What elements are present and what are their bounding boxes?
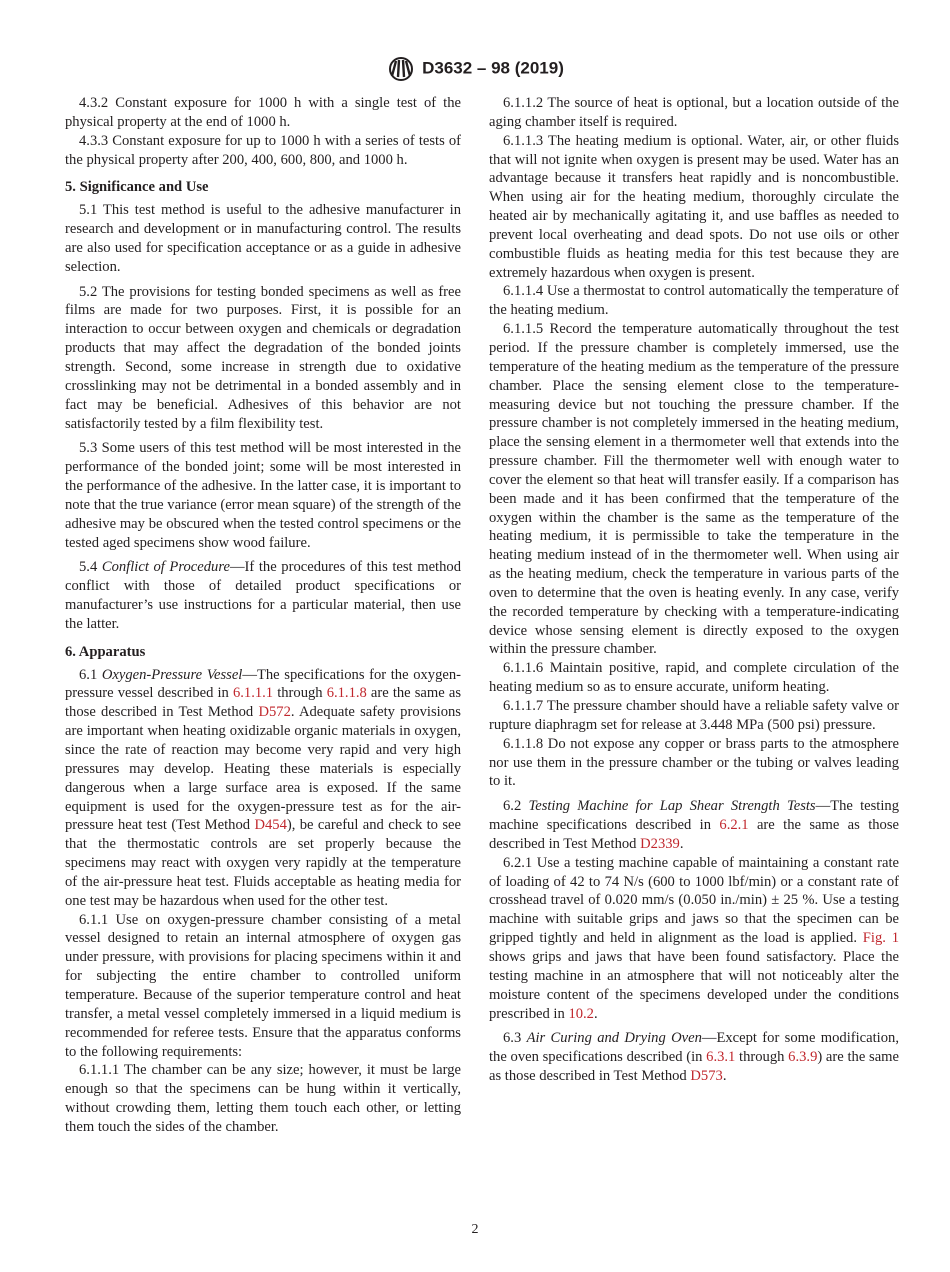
cross-reference-link[interactable]: 6.3.1 bbox=[706, 1049, 736, 1066]
text: 5.4 bbox=[79, 559, 102, 576]
text: 6.2.1 Use a testing machine capable of maintaining a constant rate of loading of 42 to 74 N/s (600 to 1000 lbf/min) or a constant rate of crosshead travel of 0.020 mm/s (0.050 in./min) ± 25 %. Use a testing machine with suitable grips and jaws so that the specimen can be gripped tightly and held in alignment as the load is applied. bbox=[489, 854, 899, 947]
section-heading: 6. Apparatus bbox=[65, 643, 146, 660]
text: . bbox=[679, 835, 684, 852]
text: 6.1.1.1 The chamber can be any size; however, it must be large enough so that the specimens can be hung within it vertically, without crowding them, letting them touch each other, or letting them touch the sides of the chamber. bbox=[65, 1062, 461, 1135]
cross-reference-link[interactable]: D454 bbox=[254, 817, 287, 834]
text: 4.3.2 Constant exposure for 1000 h with a single test of the physical property at the end of 1000 h. bbox=[65, 95, 461, 130]
document-designation: D3632 – 98 (2019) bbox=[422, 58, 564, 78]
paragraph bbox=[489, 797, 899, 854]
page-number: 2 bbox=[471, 1222, 479, 1237]
text: . bbox=[593, 1005, 598, 1022]
text: . bbox=[722, 1068, 727, 1085]
text: 6.1.1 Use on oxygen-pressure chamber consisting of a metal vessel designed to retain an internal atmosphere of oxygen gas under pressure, with provisions for placing specimens within it and for subjecting the entire chamber to controlled uniform temperature. Because of the superior temperature control and heat transfer, a metal vessel completely immersed in a liquid medium is recommended for referee tests. Ensure that the apparatus conforms to the following requirements: bbox=[65, 911, 461, 1060]
page-header bbox=[0, 56, 950, 82]
paragraph bbox=[65, 201, 461, 276]
text: 6.1 bbox=[79, 666, 102, 683]
text: —If the procedures of this test method conflict with those of detailed product specifications or manufacturer’s use instructions for a particular material, then use the latter. bbox=[65, 559, 461, 632]
text: 6.1.1.6 Maintain positive, rapid, and complete circulation of the heating medium so as to ensure accurate, uniform heating. bbox=[489, 660, 899, 696]
paragraph bbox=[65, 439, 461, 552]
text: —The testing machine specifications described in bbox=[489, 798, 900, 834]
left-column bbox=[65, 94, 461, 1137]
text: ) are the same as those described in Test Method bbox=[489, 1049, 899, 1085]
right-column bbox=[489, 94, 899, 1086]
astm-logo-icon bbox=[386, 56, 416, 82]
paragraph bbox=[489, 697, 899, 735]
italic-term: Testing Machine for Lap Shear Strength Tests bbox=[528, 798, 816, 815]
text: 6.1.1.4 Use a thermostat to control automatically the temperature of the heating medium. bbox=[489, 283, 899, 319]
text: 6.1.1.7 The pressure chamber should have a reliable safety valve or rupture diaphragm set for release at 3.448 MPa (500 psi) pressure. bbox=[489, 698, 899, 733]
text: 6.1.1.2 The source of heat is optional, but a location outside of the aging chamber itself is required. bbox=[489, 95, 899, 130]
text: . Adequate safety provisions are important when heating oxidizable organic materials in oxygen, since the rate of reaction may become very rapid and very high pressures may develop. Heating these materials is especially dangerous when a large surface area is exposed. If the same equipment is used for the oxygen-pressure test as for the air-pressure heat test (Test Method bbox=[65, 704, 461, 834]
italic-term: Air Curing and Drying Oven bbox=[526, 1030, 702, 1047]
text: shows grips and jaws that have been found satisfactory. Place the testing machine in an atmosphere that will not noticeably alter the moisture content of the specimens developed under the conditions prescribed in bbox=[489, 948, 899, 1022]
paragraph bbox=[489, 132, 899, 283]
text: 6.2 bbox=[503, 798, 529, 815]
text: 6.1.1.8 Do not expose any copper or brass parts to the atmosphere nor use them in the pressure chamber or the tubing or valves leading to it. bbox=[489, 735, 899, 790]
paragraph bbox=[65, 283, 461, 434]
text: ), be careful and check to see that the thermostatic controls are set properly because the specimens may react with oxygen very rapidly at the temperature of the air-pressure heat test. Fluids acceptable as heating media for one test may be hazardous when used for the other test. bbox=[65, 817, 461, 909]
text: —Except for some modification, the oven specifications described (in bbox=[489, 1030, 899, 1066]
text: 6.1.1.5 Record the temperature automatically throughout the test period. If the pressure chamber is completely immersed, use the temperature of the heating medium as the temperature of the pressure chamber. Place the sensing element close to the temperature-measuring device but not touching the pressure chamber. If the pressure chamber is not completely immersed in the heating medium, place the sensing element in a thermometer well that extends into the pressure chamber. Fill the thermometer well with enough water to cover the element so that heat will transfer easily. If a comparison has been made and it has been confirmed that the temperature of the oxygen within the chamber is the same as the temperature of the heating medium, it is permissible to take the temperature in the heating medium instead of in the thermometer well. When using air as the heating medium, check the temperature in various parts of the oven to determine that the oven is heating evenly. In any case, verify the recorded temperature by checking with a temperature-indicating device whose sensing element is directly exposed to the oxygen within the pressure chamber. bbox=[489, 321, 899, 658]
paragraph bbox=[489, 735, 899, 792]
paragraph bbox=[489, 282, 899, 320]
cross-reference-link[interactable]: 6.1.1.1 bbox=[232, 685, 274, 702]
cross-reference-link[interactable]: D572 bbox=[258, 704, 291, 721]
text: are the same as those described in Test Method bbox=[489, 817, 900, 852]
paragraph bbox=[65, 94, 461, 132]
text: —The specifications for the oxygen-pressure vessel described in bbox=[65, 666, 462, 702]
text: 6.1.1.3 The heating medium is optional. Water, air, or other fluids that will not ignite when oxygen is present may be used. Water has an advantage because it transfers heat rapidly and is noncombustible. When using air for the heating medium, thoroughly circulate the heated air by mechanically agitating it, and use baffles as needed to prevent local overheating and dead spots. Do not use oils or other combustible fluids as heating media for this test because they are extremely hazardous when oxygen is present. bbox=[489, 132, 899, 281]
text: through bbox=[735, 1049, 789, 1066]
text: 5.1 This test method is useful to the adhesive manufacturer in research and development or in manufacturing control. The results are also used for specification acceptance or as a guide in adhesive selection. bbox=[65, 202, 461, 275]
text: 4.3.3 Constant exposure for up to 1000 h with a series of tests of the physical property after 200, 400, 600, 800, and 1000 h. bbox=[65, 132, 461, 168]
paragraph bbox=[65, 666, 461, 911]
italic-term: Oxygen-Pressure Vessel bbox=[101, 666, 243, 683]
cross-reference-link[interactable]: D2339 bbox=[640, 835, 680, 852]
paragraph bbox=[489, 659, 899, 697]
paragraph bbox=[65, 558, 461, 633]
paragraph bbox=[489, 320, 899, 659]
paragraph bbox=[65, 132, 461, 170]
paragraph bbox=[65, 911, 461, 1062]
italic-term: Conflict of Procedure bbox=[101, 559, 230, 576]
paragraph bbox=[489, 94, 899, 132]
section-heading: 5. Significance and Use bbox=[65, 179, 209, 196]
text: 6.3 bbox=[503, 1030, 527, 1047]
paragraph bbox=[489, 854, 899, 1024]
text: through bbox=[273, 685, 327, 702]
text: 5.3 Some users of this test method will be most interested in the performance of the bonded joint; some will be most interested in the performance of the adhesive. In the latter case, it is important to note that the true variance (error mean square) of the strength of the adhesive may be obscured when the tested control specimens or the tested aged specimens show wood failure. bbox=[65, 440, 461, 551]
text: 5.2 The provisions for testing bonded specimens as well as free films are made for two purposes. First, it is possible for an interaction to occur between oxygen and chemicals or degradation products that may affect the degradation of the bonded joints strength. Second, some increase in strength due to oxidative crosslinking may not be detrimental in a bonded assembly and in fact may be beneficial. Adhesives of this behavior are not satisfactorily tested by a film flexibility test. bbox=[65, 283, 461, 432]
paragraph bbox=[489, 1029, 899, 1086]
cross-reference-link[interactable]: 10.2 bbox=[568, 1005, 594, 1022]
paragraph bbox=[65, 1061, 461, 1136]
text: are the same as those described in Test Method bbox=[65, 685, 461, 721]
cross-reference-link[interactable]: 6.1.1.8 bbox=[326, 685, 367, 702]
cross-reference-link[interactable]: Fig. 1 bbox=[862, 930, 900, 947]
cross-reference-link[interactable]: D573 bbox=[690, 1068, 723, 1085]
cross-reference-link[interactable]: 6.2.1 bbox=[719, 817, 749, 834]
cross-reference-link[interactable]: 6.3.9 bbox=[788, 1049, 818, 1066]
